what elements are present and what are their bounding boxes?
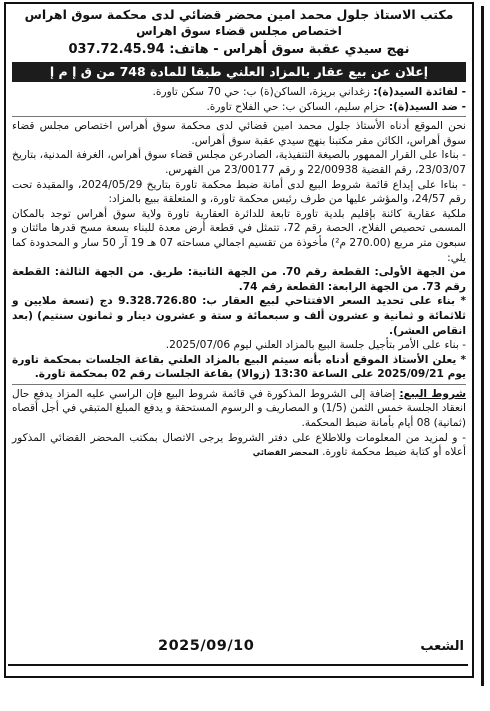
boundaries-paragraph: من الجهة الأولى: القطعة رقم 70. من الجهة الثانية: طريق. من الجهة الثالثة: القطعة رقم 73. من الجهة الرابعة: القطعة رقم 74. [12,266,466,293]
header-address-phone: نهج سيدي عقبة سوق أهراس - هاتف: 037.72.45.94 [68,42,410,57]
beneficiary-label: - لفائدة السيد(ة): [373,86,466,98]
defendant-text: حزام سليم، الساكن ب: حي الفلاح تاورة. [206,100,389,113]
header-line-2: اختصاص مجلس قضاء سوق اهراس [136,24,342,38]
footer-rule [8,664,468,666]
deposit-paragraph: - بناءا على إيداع قائمة شروط البيع لدى أمانة ضبط محكمة تاورة بتاريخ 2024/05/29، والمقيدة تحت رقم 24/57، والمؤشر عليها من طرف رئيس محكمة تاورة، و المتعلقة ببيع بالمزاد: [12,178,467,206]
beneficiary [12,85,466,100]
beneficiary-text: زغداني بريزة، الساكن(ة) ب: حي 70 سكن تاورة. [152,86,374,98]
signature: المحضر القضائي [252,448,319,458]
property-paragraph: ملكية عقارية كائنة بإقليم بلدية تاورة تابعة للدائرة العقارية تاورة ولاية سوق أهراس توجد بالمكان المسمى تحصيص الفلاح، الحصة رقم 72، تتمثل في قطعة أرض معدة للبناء بسعة مسح قدرها مائتان و سبعون متر مربع (270.00 م²) مأخوذة من تقسيم اجمالي مساحته 07 هـ 19 آر 50 سار و المحدودة كما يلي: [12,207,467,264]
sale-terms-text: إضافة إلى الشروط المذكورة في قائمة شروط البيع فإن الراسي عليه المزاد يدفع حال انعقاد الجلسة خمس الثمن (1/5) و المصاريف و الرسوم المستحقة و يدفع المبلغ المتبقي في أجل أقصاه (ثمانية) 08 أيام بأمانة ضبط المحكمة. [12,387,467,430]
notice-header [8,6,470,40]
newspaper-name: الشعب [420,639,464,654]
publication-date: 2025/09/10 [158,638,255,654]
postponement-paragraph: - بناء على الأمر بتأجيل جلسة البيع بالمزاد العلني ليوم 2025/07/06. [165,339,466,352]
sale-terms [12,387,466,431]
contact-text: - و لمزيد من المعلومات وللاطلاع على دفتر الشروط يرجى الاتصال بمكتب المحضر القضائي المذكور أعلاه أو كتابة ضبط محكمة تاورة. [12,431,466,459]
sale-terms-label: شروط البيع: [399,387,466,400]
notice-body [8,85,470,461]
legal-notice [8,6,470,674]
contact-paragraph [12,431,466,461]
divider [12,384,466,385]
column-rule [481,6,484,686]
notice-banner: إعلان عن بيع عقار بالمزاد العلني طبقا للمادة 748 من ق إ م إ [12,62,466,82]
defendant-label: - ضد السيد(ة): [388,100,466,113]
price-paragraph: * بناء على تحديد السعر الافتتاحي لبيع العقار ب: 9.328.726.80 دج (تسعة ملايين و ثلاثمائة و ثمانية و عشرون ألف و سبعمائة و ستة و عشرون دينار و ثمانون سنتيم) (بعد انقاص العشر). [12,295,467,337]
newspaper-footer [8,637,470,661]
bailiff-paragraph: نحن الموقع أدناه الأستاذ جلول محمد امين قضائي لدى محكمة سوق أهراس اختصاص مجلس قضاء سوق أهراس، الكائن مقر مكتبنا بنهج سيدي عقبة سوق أهراس. [12,120,466,147]
decision-paragraph: - بناءا على القرار الممهور بالصيغة التنفيذية، الصادرعن مجلس قضاء سوق أهراس، الغرفة المدنية، بتاريخ 23/03/07، رقم القضية 22/00938 و رقم 23/00177 من الفهرس. [12,149,466,176]
divider [12,116,466,117]
defendant [12,100,466,115]
header-line-1: مكتب الاستاذ جلول محمد امين محضر قضائي لدى محكمة سوق اهراس [24,7,454,22]
auction-date-paragraph: * يعلن الأستاذ الموقع أدناه بأنه سيتم البيع بالمزاد العلني بقاعة الجلسات بمحكمة تاورة يوم 2025/09/21 على الساعة 13:30 (زوالا) بقاعة الجلسات رقم 02 بمحكمة تاورة. [12,353,466,381]
